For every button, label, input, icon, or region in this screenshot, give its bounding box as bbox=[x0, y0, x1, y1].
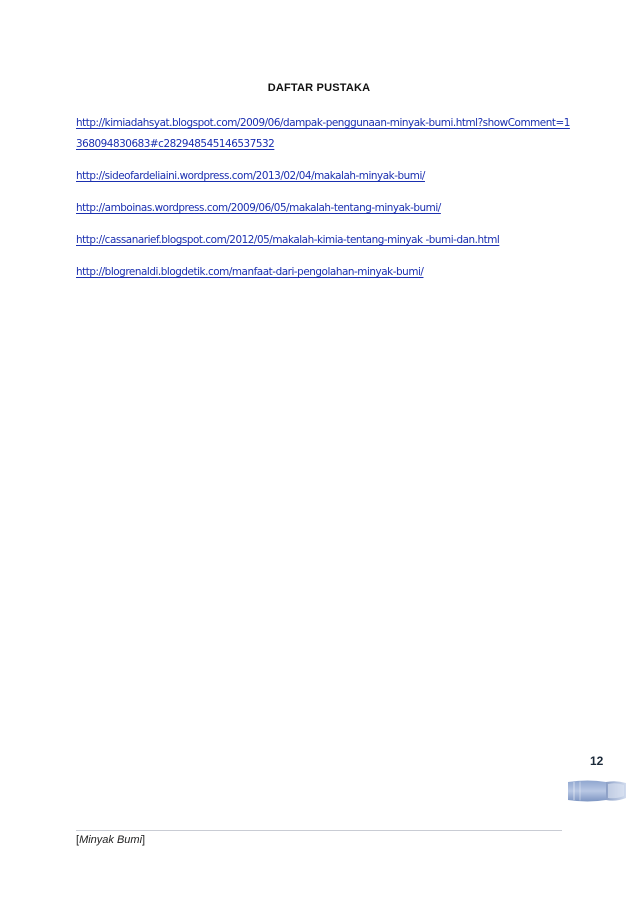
page-corner-ornament bbox=[566, 778, 630, 804]
footer-title: Minyak Bumi bbox=[79, 834, 143, 846]
reference-item bbox=[76, 166, 576, 187]
reference-item bbox=[76, 230, 576, 251]
reference-item bbox=[76, 198, 576, 219]
reference-link[interactable]: http://blogrenaldi.blogdetik.com/manfaat-dari-pengolahan-minyak-bumi/ bbox=[76, 266, 424, 278]
reference-item bbox=[76, 262, 576, 283]
reference-link[interactable]: http://amboinas.wordpress.com/2009/06/05/makalah-tentang-minyak-bumi/ bbox=[76, 202, 441, 214]
reference-list bbox=[76, 113, 576, 294]
page-number: 12 bbox=[590, 754, 604, 768]
footer-divider bbox=[76, 830, 562, 831]
footer-close-bracket: ] bbox=[142, 834, 146, 846]
reference-link[interactable]: http://sideofardeliaini.wordpress.com/2013/02/04/makalah-minyak-bumi/ bbox=[76, 170, 425, 182]
footer-open-bracket: [ bbox=[76, 834, 80, 846]
reference-link[interactable]: http://cassanarief.blogspot.com/2012/05/makalah-kimia-tentang-minyak -bumi-dan.html bbox=[76, 234, 500, 246]
reference-link[interactable]: http://kimiadahsyat.blogspot.com/2009/06/dampak-penggunaan-minyak-bumi.html?showComment=1368094830683#c282948545146537532 bbox=[76, 117, 570, 150]
reference-item bbox=[76, 113, 576, 155]
page-title: DAFTAR PUSTAKA bbox=[267, 82, 371, 94]
footer-label bbox=[76, 834, 145, 846]
